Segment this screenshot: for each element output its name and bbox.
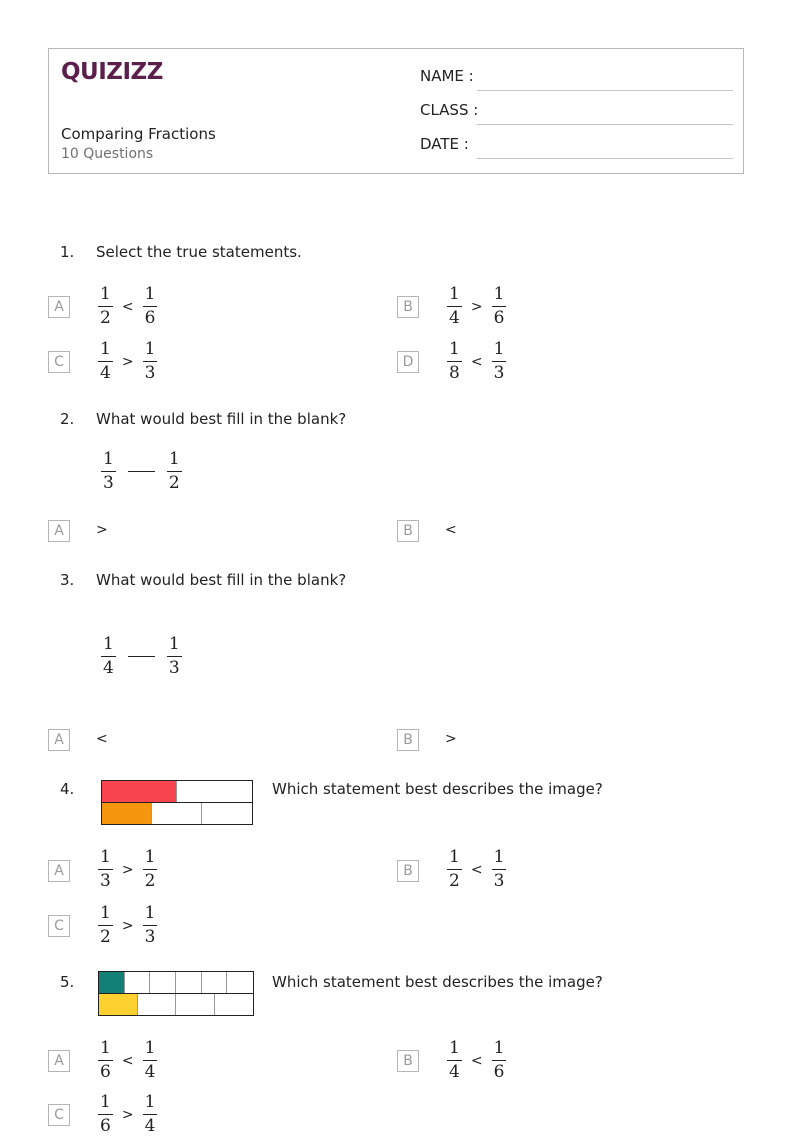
- question-number: 2.: [60, 410, 75, 428]
- fraction-bar: [143, 869, 158, 870]
- option-expression[interactable]: [98, 848, 157, 891]
- fraction: [143, 848, 158, 891]
- option-letter-box[interactable]: B: [397, 520, 419, 542]
- name-label: NAME :: [420, 67, 474, 85]
- shaded-part: [102, 803, 152, 824]
- fraction-bar: [98, 306, 113, 307]
- numerator: 1: [168, 634, 180, 654]
- shaded-part: [102, 781, 177, 802]
- denominator: 8: [449, 363, 460, 383]
- fraction-bar: [98, 869, 113, 870]
- fraction: [492, 340, 507, 383]
- comparison-operator: >: [121, 1106, 134, 1123]
- fraction-bar: [98, 1060, 113, 1061]
- fraction-bar: [447, 361, 462, 362]
- denominator: 4: [103, 658, 114, 678]
- fraction-bar: [492, 1060, 507, 1061]
- date-field[interactable]: [420, 135, 733, 159]
- fraction-bar: [101, 471, 116, 472]
- fraction-bar-fourths: [98, 993, 254, 1016]
- fraction: [492, 1039, 507, 1082]
- class-line: [477, 124, 733, 125]
- denominator: 6: [493, 308, 505, 328]
- question-count: 10 Questions: [61, 146, 154, 162]
- comparison-operator: <: [121, 298, 134, 315]
- fraction: [101, 450, 116, 493]
- numerator: 1: [493, 847, 505, 867]
- fraction: [492, 848, 507, 891]
- option-letter-box[interactable]: A: [48, 1050, 70, 1072]
- option-letter-box[interactable]: D: [397, 351, 419, 373]
- comparison-operator: <: [470, 861, 483, 878]
- question-text: Which statement best describes the image?: [272, 780, 603, 798]
- answer-blank: [128, 656, 155, 657]
- option-expression[interactable]: [98, 904, 157, 947]
- fraction: [447, 340, 462, 383]
- numerator: 1: [449, 284, 460, 304]
- option-letter-box[interactable]: A: [48, 729, 70, 751]
- fraction-bar: [143, 925, 158, 926]
- denominator: 4: [144, 1062, 156, 1082]
- fraction: [143, 904, 158, 947]
- fraction-bar: [101, 656, 116, 657]
- question-number: 5.: [60, 973, 75, 991]
- numerator: 1: [144, 847, 156, 867]
- comparison-operator: >: [470, 298, 483, 315]
- answer-blank: [128, 471, 155, 472]
- numerator: 1: [103, 449, 114, 469]
- fraction-bar: [143, 1060, 158, 1061]
- numerator: 1: [103, 634, 114, 654]
- option-expression[interactable]: [98, 285, 157, 328]
- fraction: [101, 635, 116, 678]
- option-letter-box[interactable]: C: [48, 915, 70, 937]
- denominator: 6: [100, 1116, 111, 1136]
- fraction: [98, 340, 113, 383]
- denominator: 4: [144, 1116, 156, 1136]
- comparison-operator: >: [121, 861, 134, 878]
- numerator: 1: [168, 449, 180, 469]
- unshaded-part: [202, 972, 228, 993]
- option-letter-box[interactable]: C: [48, 1104, 70, 1126]
- denominator: 2: [100, 308, 111, 328]
- fraction-bar: [143, 1114, 158, 1115]
- numerator: 1: [144, 339, 156, 359]
- shaded-part: [99, 994, 138, 1015]
- denominator: 2: [449, 871, 460, 891]
- option-letter-box[interactable]: A: [48, 520, 70, 542]
- numerator: 1: [449, 339, 460, 359]
- denominator: 2: [168, 473, 180, 493]
- numerator: 1: [100, 339, 111, 359]
- denominator: 3: [168, 658, 180, 678]
- numerator: 1: [493, 284, 505, 304]
- option-expression[interactable]: [447, 340, 506, 383]
- fraction: [492, 285, 507, 328]
- date-line: [477, 158, 733, 159]
- fraction: [143, 285, 158, 328]
- fraction: [447, 285, 462, 328]
- question-expression: [101, 635, 182, 678]
- comparison-operator: >: [121, 353, 134, 370]
- worksheet-title: Comparing Fractions: [61, 125, 216, 143]
- option-letter-box[interactable]: C: [48, 351, 70, 373]
- denominator: 3: [103, 473, 114, 493]
- unshaded-part: [125, 972, 151, 993]
- numerator: 1: [493, 339, 505, 359]
- unshaded-part: [227, 972, 253, 993]
- unshaded-part: [215, 994, 254, 1015]
- fraction-bar-halves: [101, 780, 253, 803]
- fraction: [167, 635, 182, 678]
- option-expression[interactable]: [447, 285, 506, 328]
- numerator: 1: [449, 847, 460, 867]
- comparison-operator: <: [470, 353, 483, 370]
- unshaded-part: [202, 803, 252, 824]
- unshaded-part: [150, 972, 176, 993]
- fraction-bar: [98, 1114, 113, 1115]
- fraction-bar: [167, 471, 182, 472]
- denominator: 3: [144, 363, 156, 383]
- option-text[interactable]: >: [96, 522, 108, 538]
- option-letter-box[interactable]: B: [397, 860, 419, 882]
- numerator: 1: [100, 1092, 111, 1112]
- fraction: [447, 1039, 462, 1082]
- option-text[interactable]: >: [445, 731, 457, 747]
- option-letter-box[interactable]: A: [48, 296, 70, 318]
- question-text: What would best fill in the blank?: [96, 571, 347, 589]
- option-expression[interactable]: [98, 1093, 157, 1136]
- numerator: 1: [144, 284, 156, 304]
- fraction-bar-thirds: [101, 802, 253, 825]
- fraction: [143, 1093, 158, 1136]
- unshaded-part: [138, 994, 177, 1015]
- name-line: [477, 90, 733, 91]
- fraction-bar: [98, 925, 113, 926]
- name-field[interactable]: [420, 67, 733, 91]
- question-text: Select the true statements.: [96, 243, 302, 261]
- quizizz-logo: QUIZIZZ: [61, 59, 163, 85]
- numerator: 1: [493, 1038, 505, 1058]
- option-letter-box[interactable]: B: [397, 729, 419, 751]
- question-text: Which statement best describes the image?: [272, 973, 603, 991]
- option-letter-box[interactable]: B: [397, 1050, 419, 1072]
- option-text[interactable]: <: [96, 731, 108, 747]
- fraction-bar: [98, 361, 113, 362]
- fraction-bar: [447, 1060, 462, 1061]
- numerator: 1: [144, 1092, 156, 1112]
- denominator: 6: [144, 308, 156, 328]
- comparison-operator: >: [121, 917, 134, 934]
- question-number: 3.: [60, 571, 75, 589]
- numerator: 1: [449, 1038, 460, 1058]
- denominator: 6: [493, 1062, 505, 1082]
- fraction: [447, 848, 462, 891]
- denominator: 3: [493, 871, 505, 891]
- denominator: 2: [100, 927, 111, 947]
- comparison-operator: <: [470, 1052, 483, 1069]
- denominator: 4: [449, 308, 460, 328]
- fraction-bar: [143, 306, 158, 307]
- question-text: What would best fill in the blank?: [96, 410, 347, 428]
- numerator: 1: [144, 903, 156, 923]
- class-field[interactable]: [420, 101, 733, 125]
- option-expression[interactable]: [447, 1039, 506, 1082]
- shaded-part: [99, 972, 125, 993]
- option-letter-box[interactable]: B: [397, 296, 419, 318]
- unshaded-part: [176, 972, 202, 993]
- fraction: [98, 904, 113, 947]
- fraction-bar: [492, 869, 507, 870]
- option-expression[interactable]: [98, 340, 157, 383]
- denominator: 3: [493, 363, 505, 383]
- fraction-bar: [447, 306, 462, 307]
- worksheet-header: [48, 48, 744, 174]
- fraction-bar: [492, 361, 507, 362]
- fraction-bar: [447, 869, 462, 870]
- unshaded-part: [176, 994, 215, 1015]
- denominator: 3: [144, 927, 156, 947]
- option-letter-box[interactable]: A: [48, 860, 70, 882]
- numerator: 1: [100, 847, 111, 867]
- option-expression[interactable]: [98, 1039, 157, 1082]
- denominator: 3: [100, 871, 111, 891]
- denominator: 4: [100, 363, 111, 383]
- numerator: 1: [144, 1038, 156, 1058]
- unshaded-part: [177, 781, 252, 802]
- fraction: [98, 848, 113, 891]
- numerator: 1: [100, 1038, 111, 1058]
- class-label: CLASS :: [420, 101, 479, 119]
- fraction: [98, 1093, 113, 1136]
- fraction: [98, 1039, 113, 1082]
- fraction: [98, 285, 113, 328]
- denominator: 6: [100, 1062, 111, 1082]
- fraction-bar: [143, 361, 158, 362]
- question-number: 4.: [60, 780, 75, 798]
- fraction: [167, 450, 182, 493]
- fraction-bar: [167, 656, 182, 657]
- denominator: 4: [449, 1062, 460, 1082]
- fraction: [143, 1039, 158, 1082]
- unshaded-part: [152, 803, 202, 824]
- option-expression[interactable]: [447, 848, 506, 891]
- comparison-operator: <: [121, 1052, 134, 1069]
- date-label: DATE :: [420, 135, 469, 153]
- fraction-bar: [492, 306, 507, 307]
- numerator: 1: [100, 284, 111, 304]
- fraction-bar-sixths: [98, 971, 254, 994]
- option-text[interactable]: <: [445, 522, 457, 538]
- denominator: 2: [144, 871, 156, 891]
- numerator: 1: [100, 903, 111, 923]
- question-number: 1.: [60, 243, 75, 261]
- fraction: [143, 340, 158, 383]
- question-expression: [101, 450, 182, 493]
